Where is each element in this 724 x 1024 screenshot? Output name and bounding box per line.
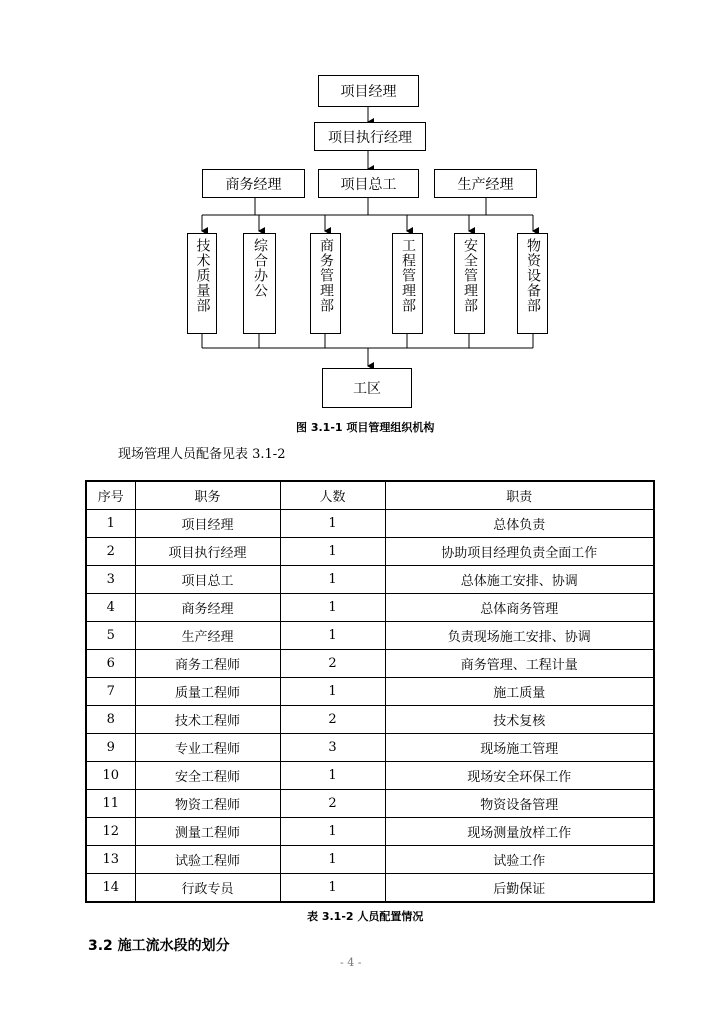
cell-count: 1 — [280, 510, 385, 538]
cell-duties: 负责现场施工安排、协调 — [385, 622, 654, 650]
cell-position: 商务经理 — [135, 594, 280, 622]
cell-duties: 总体商务管理 — [385, 594, 654, 622]
cell-count: 2 — [280, 706, 385, 734]
cell-count: 1 — [280, 594, 385, 622]
cell-duties: 后勤保证 — [385, 874, 654, 903]
table-row — [86, 846, 654, 874]
org-chart-caption: 图 3.1-1 项目管理组织机构 — [296, 421, 435, 434]
cell-index: 9 — [86, 734, 135, 762]
page-number: - 4 - — [340, 956, 362, 969]
org-box-business-manager: 商务经理 — [202, 169, 305, 198]
cell-index: 7 — [86, 678, 135, 706]
intro-text: 现场管理人员配备见表 3.1-2 — [118, 447, 286, 462]
cell-position: 质量工程师 — [135, 678, 280, 706]
cell-duties: 试验工作 — [385, 846, 654, 874]
cell-index: 14 — [86, 874, 135, 903]
table-row — [86, 510, 654, 538]
cell-duties: 商务管理、工程计量 — [385, 650, 654, 678]
section-heading: 3.2 施工流水段的划分 — [88, 938, 230, 954]
org-dept-business-mgmt: 商务管理部 — [310, 233, 341, 334]
table-row — [86, 566, 654, 594]
org-dept-tech-quality: 技术质量部 — [187, 233, 217, 334]
table-row — [86, 790, 654, 818]
table-row — [86, 622, 654, 650]
org-dept-engineering-mgmt: 工程管理部 — [392, 233, 423, 334]
cell-index: 4 — [86, 594, 135, 622]
col-header-position: 职务 — [135, 481, 280, 510]
cell-count: 1 — [280, 566, 385, 594]
cell-position: 项目经理 — [135, 510, 280, 538]
col-header-index: 序号 — [86, 481, 135, 510]
table-row — [86, 706, 654, 734]
table-row — [86, 538, 654, 566]
table-row — [86, 678, 654, 706]
cell-position: 技术工程师 — [135, 706, 280, 734]
org-box-work-area: 工区 — [322, 368, 412, 408]
cell-position: 行政专员 — [135, 874, 280, 903]
cell-position: 专业工程师 — [135, 734, 280, 762]
cell-count: 1 — [280, 874, 385, 903]
cell-index: 3 — [86, 566, 135, 594]
cell-index: 5 — [86, 622, 135, 650]
cell-duties: 技术复核 — [385, 706, 654, 734]
org-box-production-manager: 生产经理 — [434, 169, 537, 198]
org-box-project-manager: 项目经理 — [318, 75, 419, 107]
org-box-executive-manager: 项目执行经理 — [314, 122, 426, 151]
cell-index: 8 — [86, 706, 135, 734]
staff-table-body — [86, 510, 654, 903]
cell-position: 项目总工 — [135, 566, 280, 594]
table-header-row — [86, 481, 654, 510]
cell-count: 2 — [280, 790, 385, 818]
cell-count: 1 — [280, 622, 385, 650]
table-row — [86, 734, 654, 762]
cell-index: 10 — [86, 762, 135, 790]
cell-count: 3 — [280, 734, 385, 762]
cell-duties: 现场测量放样工作 — [385, 818, 654, 846]
cell-position: 商务工程师 — [135, 650, 280, 678]
col-header-count: 人数 — [280, 481, 385, 510]
staff-table — [85, 480, 655, 903]
org-box-chief-engineer: 项目总工 — [318, 169, 419, 198]
cell-duties: 协助项目经理负责全面工作 — [385, 538, 654, 566]
cell-duties: 现场安全环保工作 — [385, 762, 654, 790]
cell-position: 生产经理 — [135, 622, 280, 650]
org-chart-connectors — [0, 0, 724, 420]
table-row — [86, 762, 654, 790]
cell-count: 2 — [280, 650, 385, 678]
org-dept-materials-equipment: 物资设备部 — [517, 233, 548, 334]
cell-index: 1 — [86, 510, 135, 538]
cell-index: 2 — [86, 538, 135, 566]
cell-index: 13 — [86, 846, 135, 874]
cell-position: 安全工程师 — [135, 762, 280, 790]
cell-count: 1 — [280, 818, 385, 846]
cell-index: 11 — [86, 790, 135, 818]
table-row — [86, 818, 654, 846]
cell-count: 1 — [280, 846, 385, 874]
cell-position: 项目执行经理 — [135, 538, 280, 566]
table-row — [86, 874, 654, 903]
table-row — [86, 594, 654, 622]
org-dept-safety-mgmt: 安全管理部 — [454, 233, 485, 334]
col-header-duties: 职责 — [385, 481, 654, 510]
table-caption: 表 3.1-2 人员配置情况 — [307, 910, 424, 923]
cell-index: 12 — [86, 818, 135, 846]
org-dept-admin-office: 综合办公 — [243, 233, 276, 334]
cell-duties: 总体施工安排、协调 — [385, 566, 654, 594]
cell-position: 测量工程师 — [135, 818, 280, 846]
cell-position: 试验工程师 — [135, 846, 280, 874]
cell-count: 1 — [280, 538, 385, 566]
cell-position: 物资工程师 — [135, 790, 280, 818]
cell-count: 1 — [280, 762, 385, 790]
cell-count: 1 — [280, 678, 385, 706]
cell-duties: 物资设备管理 — [385, 790, 654, 818]
cell-duties: 总体负责 — [385, 510, 654, 538]
cell-index: 6 — [86, 650, 135, 678]
cell-duties: 施工质量 — [385, 678, 654, 706]
cell-duties: 现场施工管理 — [385, 734, 654, 762]
table-row — [86, 650, 654, 678]
